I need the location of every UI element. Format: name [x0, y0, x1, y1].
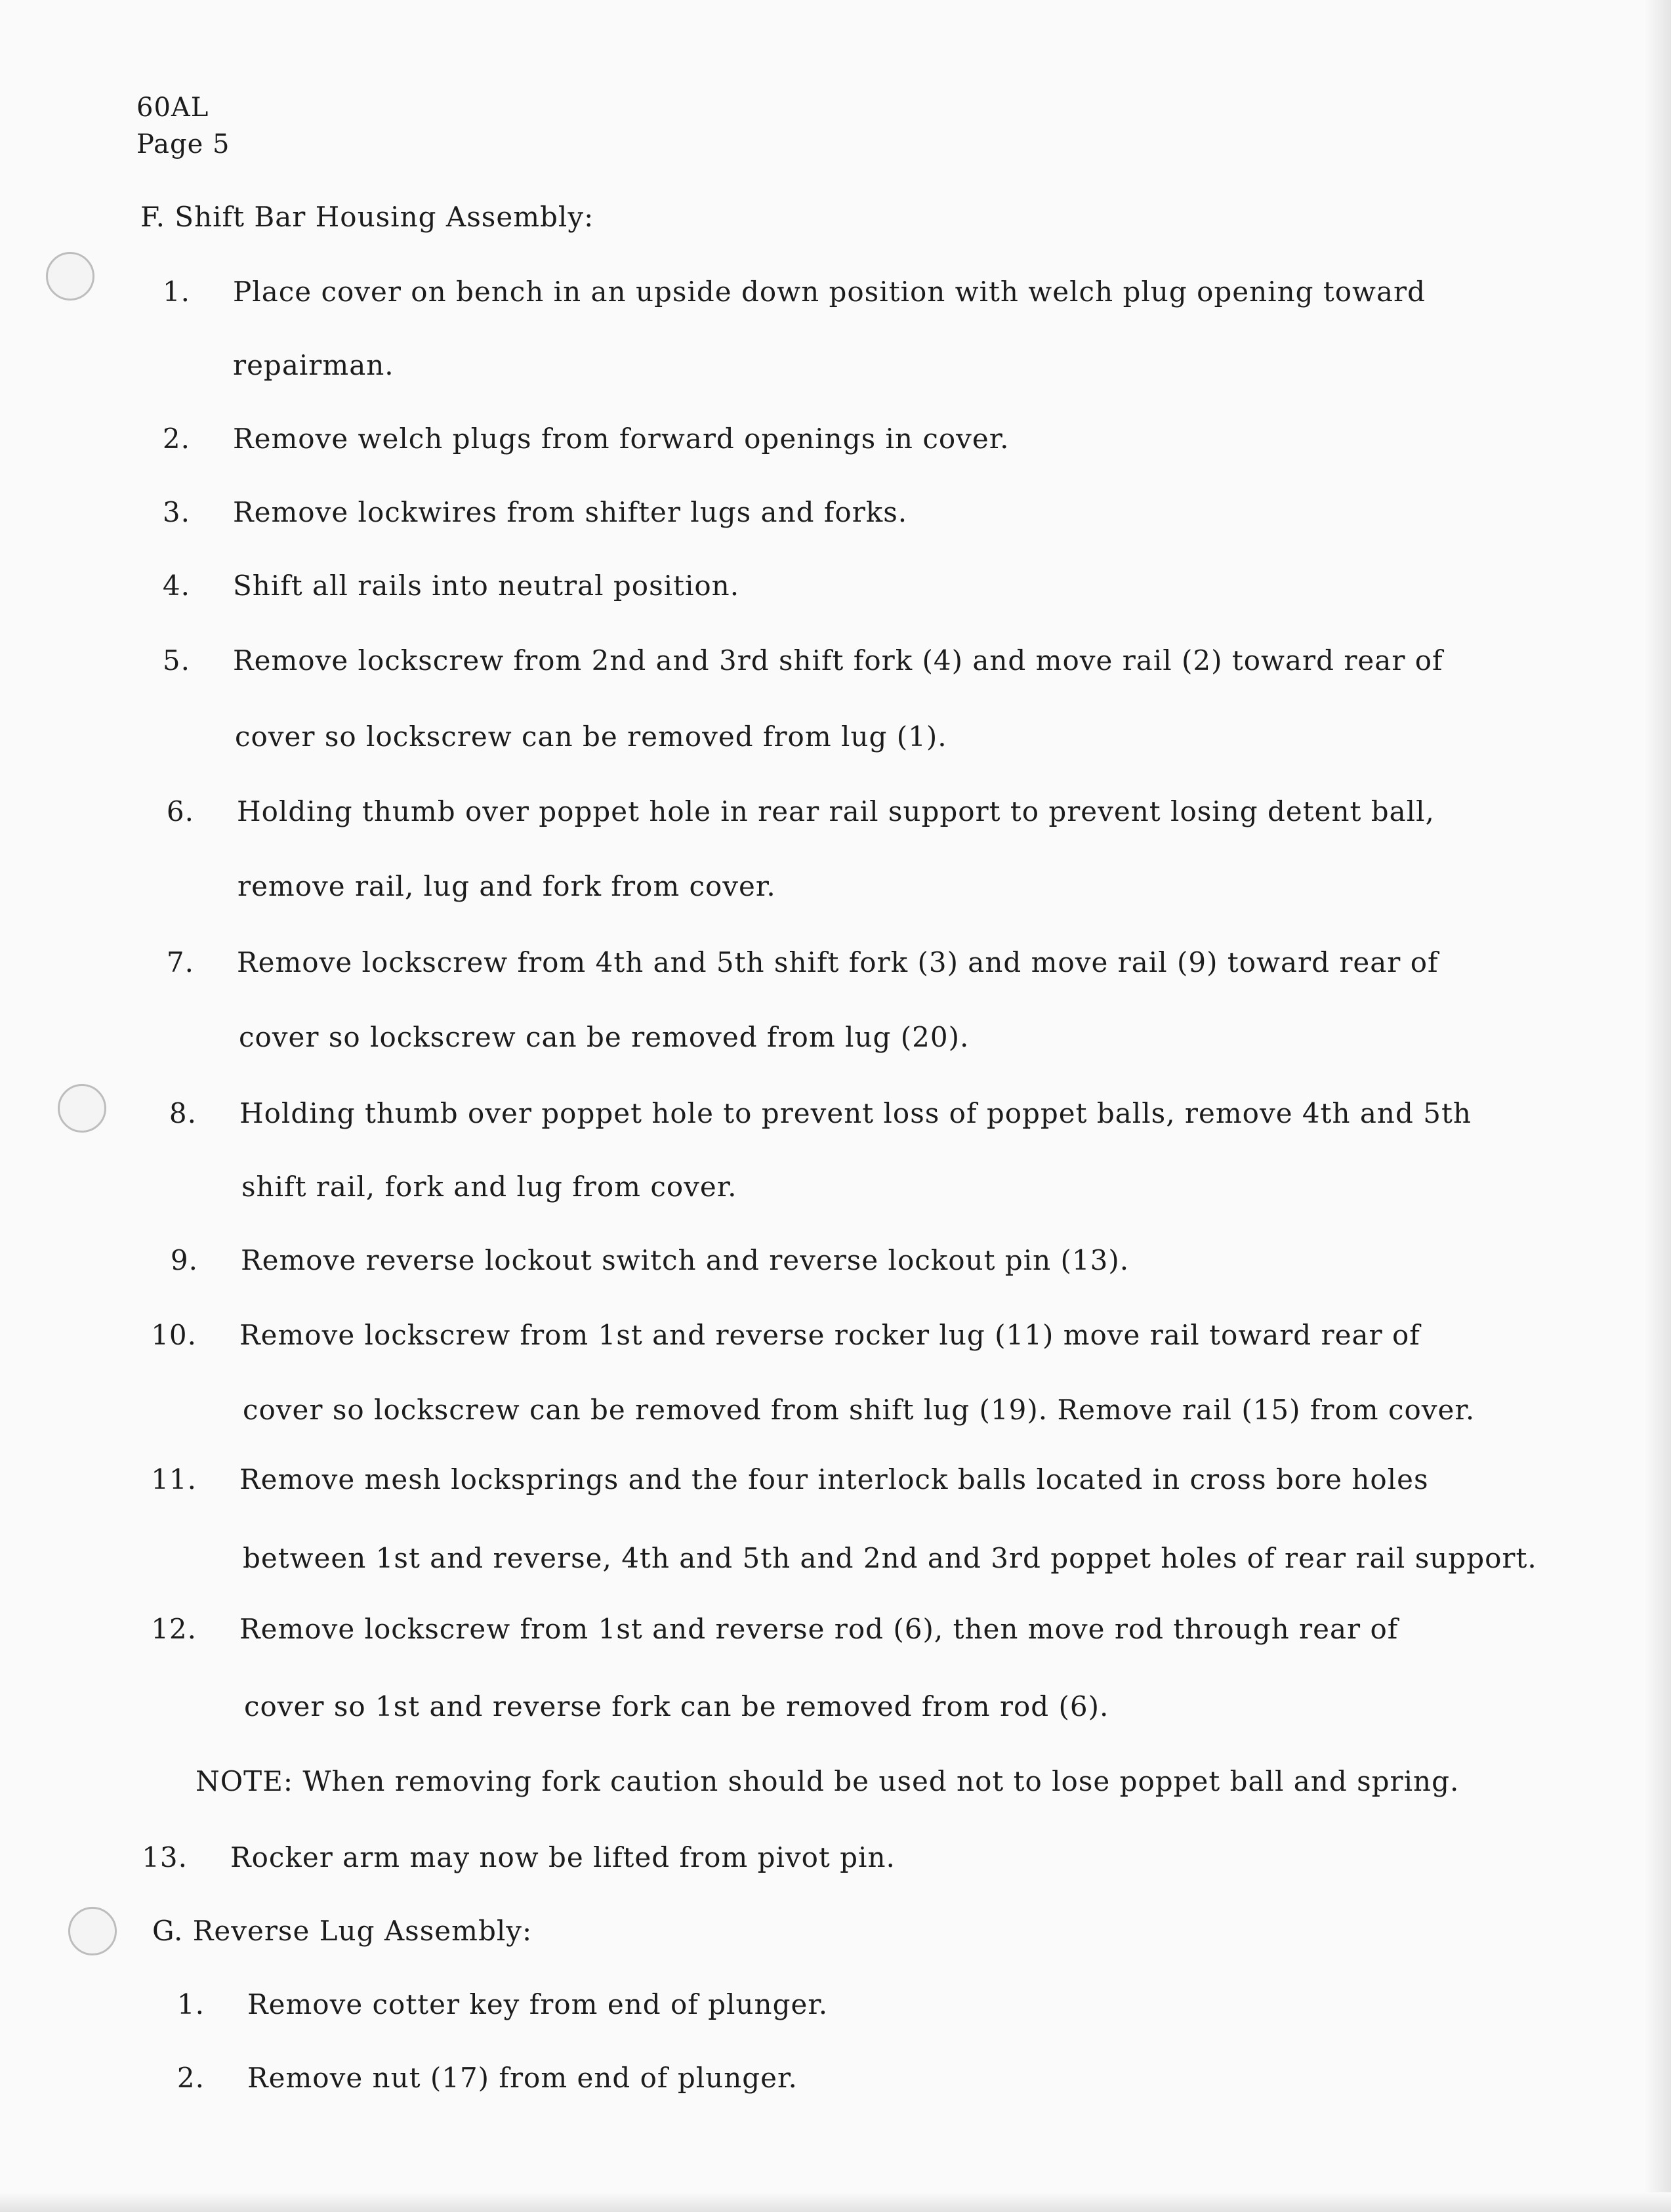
step-text: Remove welch plugs from forward openings in cover. [233, 423, 1010, 455]
page-edge-shadow [1645, 0, 1671, 2212]
step-text: Remove reverse lockout switch and reverse lockout pin (13). [241, 1244, 1130, 1276]
step-number: 5. [162, 644, 190, 677]
page-number: Page 5 [136, 129, 230, 159]
step-text: Remove cotter key from end of plunger. [247, 1988, 829, 2020]
step-number: 2. [176, 2062, 205, 2094]
step-text: Remove lockscrew from 1st and reverse rod (6), then move rod through rear of [239, 1613, 1399, 1645]
step-number: 12. [151, 1613, 197, 1645]
step-number: 4. [162, 570, 190, 602]
step-5-continuation: cover so lockscrew can be removed from lug (1). [235, 720, 947, 753]
step-text: Shift all rails into neutral position. [233, 570, 740, 602]
step-text: Remove nut (17) from end of plunger. [247, 2062, 798, 2094]
step-10-continuation: cover so lockscrew can be removed from shift lug (19). Remove rail (15) from cover. [243, 1394, 1475, 1426]
step-number: 3. [162, 496, 190, 528]
step-text: Remove lockwires from shifter lugs and forks. [233, 496, 908, 528]
step-number: 11. [151, 1463, 197, 1495]
step-6-continuation: remove rail, lug and fork from cover. [237, 870, 776, 902]
step-text: Remove lockscrew from 4th and 5th shift fork (3) and move rail (9) toward rear of [237, 946, 1439, 978]
step-7-continuation: cover so lockscrew can be removed from lug (20). [239, 1021, 970, 1053]
step-number: 6. [166, 795, 194, 827]
section-heading-reverse-lug: G. Reverse Lug Assembly: [152, 1915, 533, 1947]
step-text: Rocker arm may now be lifted from pivot pin. [230, 1841, 896, 1873]
step-number: 8. [169, 1097, 197, 1129]
step-8-continuation: shift rail, fork and lug from cover. [241, 1171, 737, 1203]
step-number: 7. [166, 946, 194, 978]
punch-hole-middle [58, 1084, 106, 1133]
caution-note: NOTE: When removing fork caution should be used not to lose poppet ball and spring. [196, 1765, 1460, 1797]
step-number: 1. [176, 1988, 205, 2020]
step-12-continuation: cover so 1st and reverse fork can be removed from rod (6). [244, 1690, 1109, 1722]
step-text: Holding thumb over poppet hole to prevent loss of poppet balls, remove 4th and 5th [239, 1097, 1472, 1129]
step-text: Place cover on bench in an upside down position with welch plug opening toward [233, 276, 1426, 308]
punch-hole-top [46, 252, 94, 301]
step-number: 1. [162, 276, 190, 308]
step-number: 10. [151, 1319, 197, 1351]
document-id: 60AL [136, 93, 209, 123]
step-11-continuation: between 1st and reverse, 4th and 5th and 2nd and 3rd poppet holes of rear rail support. [243, 1542, 1537, 1574]
step-text: Remove mesh locksprings and the four interlock balls located in cross bore holes [239, 1463, 1429, 1495]
step-number: 9. [170, 1244, 198, 1276]
step-number: 13. [142, 1841, 188, 1873]
step-number: 2. [162, 423, 190, 455]
page-bottom-shadow [0, 2192, 1671, 2212]
step-text: Remove lockscrew from 2nd and 3rd shift fork (4) and move rail (2) toward rear of [233, 644, 1443, 677]
step-text: Remove lockscrew from 1st and reverse rocker lug (11) move rail toward rear of [239, 1319, 1420, 1351]
punch-hole-bottom [68, 1907, 117, 1955]
step-text: Holding thumb over poppet hole in rear rail support to prevent losing detent ball, [237, 795, 1435, 827]
section-heading-shift-bar: F. Shift Bar Housing Assembly: [140, 201, 594, 233]
step-1-continuation: repairman. [233, 349, 394, 381]
